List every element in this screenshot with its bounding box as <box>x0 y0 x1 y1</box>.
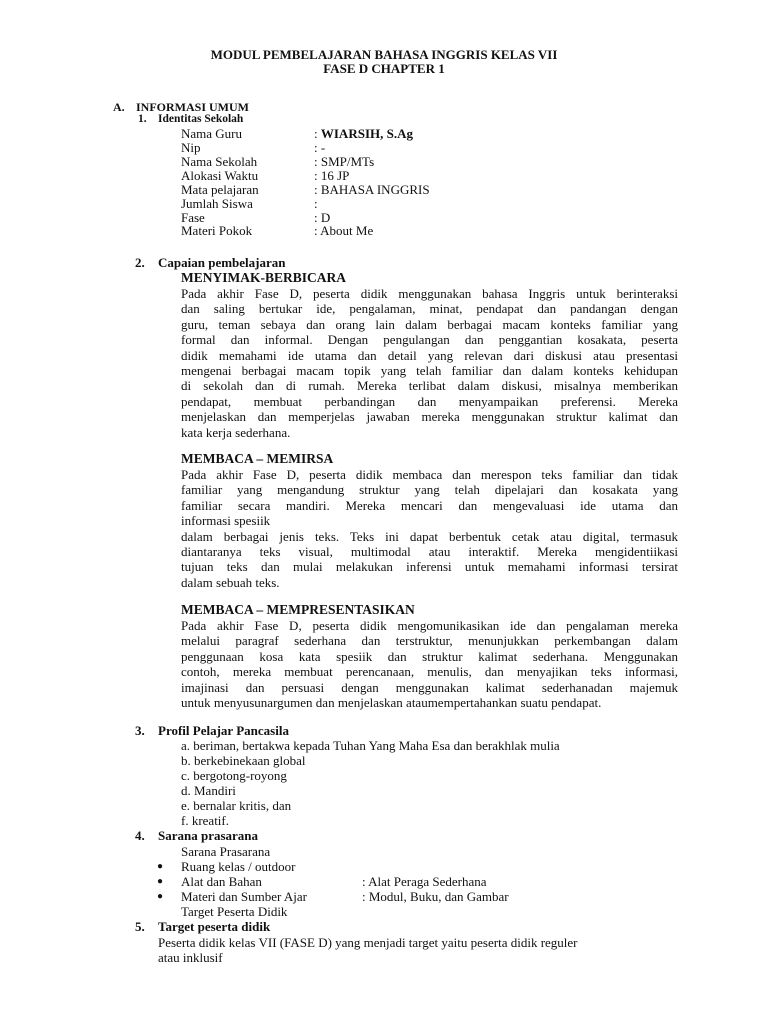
mempresentasikan-paragraph: Pada akhir Fase D, peserta didik mengomunikasikan ide dan pengalaman mereka melalui paragraf sederhana dan terstruktur, menunjukkan perkembangan dalam penggunaan kosa kata spesiik dan struktur kalimat sederhana. Menggunakan contoh, mereka membuat perencanaan, menulis, dan menyajikan teks informasi, imajinasi dan persuasi dengan menggunakan kalimat sederhanadan majemuk untuk menyusunargumen dan menjelaskan ataumempertahankan suatu pendapat. <box>181 618 678 711</box>
identity-label: Mata pelajaran <box>181 182 259 197</box>
bullet-icon: ● <box>157 876 164 887</box>
sarana-title: Sarana prasarana <box>158 828 259 843</box>
sarana-intro: Sarana Prasarana <box>181 844 271 859</box>
profil-item: f. kreatif. <box>181 813 230 828</box>
membaca-memirsa-paragraph: Pada akhir Fase D, peserta didik membaca dan merespon teks familiar dan tidak familiar yang mengandung struktur yang telah dipelajari dan kosakata yang familiar secara mandiri. Mereka mencari dan mengevaluasi ide utama dan informasi spesiik dalam berbagai jenis teks. Teks ini dapat berbentuk cetak atau digital, termasuk diantaranya teks visual, multimodal atau interaktif. Mereka mengidentiikasi tujuan teks dan mulai melakukan inferensi untuk memahami informasi tersirat dalam sebuah teks. <box>181 467 678 590</box>
membaca-memirsa-heading: MEMBACA – MEMIRSA <box>181 451 334 466</box>
capaian-title: Capaian pembelajaran <box>158 255 286 270</box>
menyimak-paragraph: Pada akhir Fase D, peserta didik menggunakan bahasa Inggris untuk berinteraksi dan saling bertukar ide, pengalaman, minat, pendapat dan pandangan dengan guru, teman sebaya dan orang lain dalam berbagai macam konteks familiar yang formal dan informal. Dengan pengulangan dan penggantian kosakata, peserta didik memahami ide utama dan detail yang relevan dari diskusi atau presentasi mengenai berbagai macam topik yang telah familiar dan dalam konteks kehidupan di sekolah dan di rumah. Mereka terlibat dalam diskusi, misalnya memberikan pendapat, membuat perbandingan dan menyampaikan preferensi. Mereka menjelaskan dan memperjelas jawaban mereka menggunakan struktur kalimat dan kata kerja sederhana. <box>181 286 678 440</box>
sarana-bullet-label: Alat dan Bahan <box>181 874 262 889</box>
profil-title: Profil Pelajar Pancasila <box>158 723 289 738</box>
sarana-number: 4. <box>135 828 145 843</box>
sarana-after: Target Peserta Didik <box>181 904 288 919</box>
identity-label: Jumlah Siswa <box>181 196 253 211</box>
profil-number: 3. <box>135 723 145 738</box>
profil-item: c. bergotong-royong <box>181 768 287 783</box>
identity-value: : BAHASA INGGRIS <box>314 182 430 197</box>
capaian-number: 2. <box>135 255 145 270</box>
target-number: 5. <box>135 919 145 934</box>
identity-value: : WIARSIH, S.Ag <box>314 126 413 141</box>
identity-label: Nama Sekolah <box>181 154 258 169</box>
document-title-line1: MODUL PEMBELAJARAN BAHASA INGGRIS KELAS VII <box>210 47 558 62</box>
identity-label: Materi Pokok <box>181 223 253 238</box>
section-a-label: A. <box>113 100 125 114</box>
mempresentasikan-heading: MEMBACA – MEMPRESENTASIKAN <box>181 602 415 617</box>
bullet-icon: ● <box>157 861 164 872</box>
identity-value: : D <box>314 210 331 225</box>
identity-value: : 16 JP <box>314 168 350 183</box>
bullet-icon: ● <box>157 891 164 902</box>
document-title-line2: FASE D CHAPTER 1 <box>323 61 445 76</box>
sarana-bullet-label: Materi dan Sumber Ajar <box>181 889 307 904</box>
teacher-name: WIARSIH, S.Ag <box>320 126 413 141</box>
identitas-title: Identitas Sekolah <box>158 113 244 125</box>
identity-value: : About Me <box>314 223 374 238</box>
identity-value: : <box>314 196 318 211</box>
sarana-bullet-value: : Modul, Buku, dan Gambar <box>362 889 509 904</box>
identity-label: Alokasi Waktu <box>181 168 259 183</box>
identity-label: Nip <box>181 140 201 155</box>
identity-label: Fase <box>181 210 205 225</box>
profil-item: d. Mandiri <box>181 783 236 798</box>
target-line2: atau inklusif <box>158 950 223 965</box>
identitas-number: 1. <box>138 113 147 125</box>
section-a-title: INFORMASI UMUM <box>136 100 249 114</box>
profil-item: b. berkebinekaan global <box>181 753 306 768</box>
profil-item: a. beriman, bertakwa kepada Tuhan Yang Maha Esa dan berakhlak mulia <box>181 738 560 753</box>
identity-label: Nama Guru <box>181 126 243 141</box>
identity-value: : SMP/MTs <box>314 154 375 169</box>
menyimak-heading: MENYIMAK-BERBICARA <box>181 270 346 285</box>
sarana-bullet-value: : Alat Peraga Sederhana <box>362 874 487 889</box>
identity-value: : - <box>314 140 326 155</box>
target-line1: Peserta didik kelas VII (FASE D) yang menjadi target yaitu peserta didik reguler <box>158 935 578 950</box>
sarana-bullet-label: Ruang kelas / outdoor <box>181 859 296 874</box>
target-title: Target peserta didik <box>158 919 271 934</box>
profil-item: e. bernalar kritis, dan <box>181 798 292 813</box>
